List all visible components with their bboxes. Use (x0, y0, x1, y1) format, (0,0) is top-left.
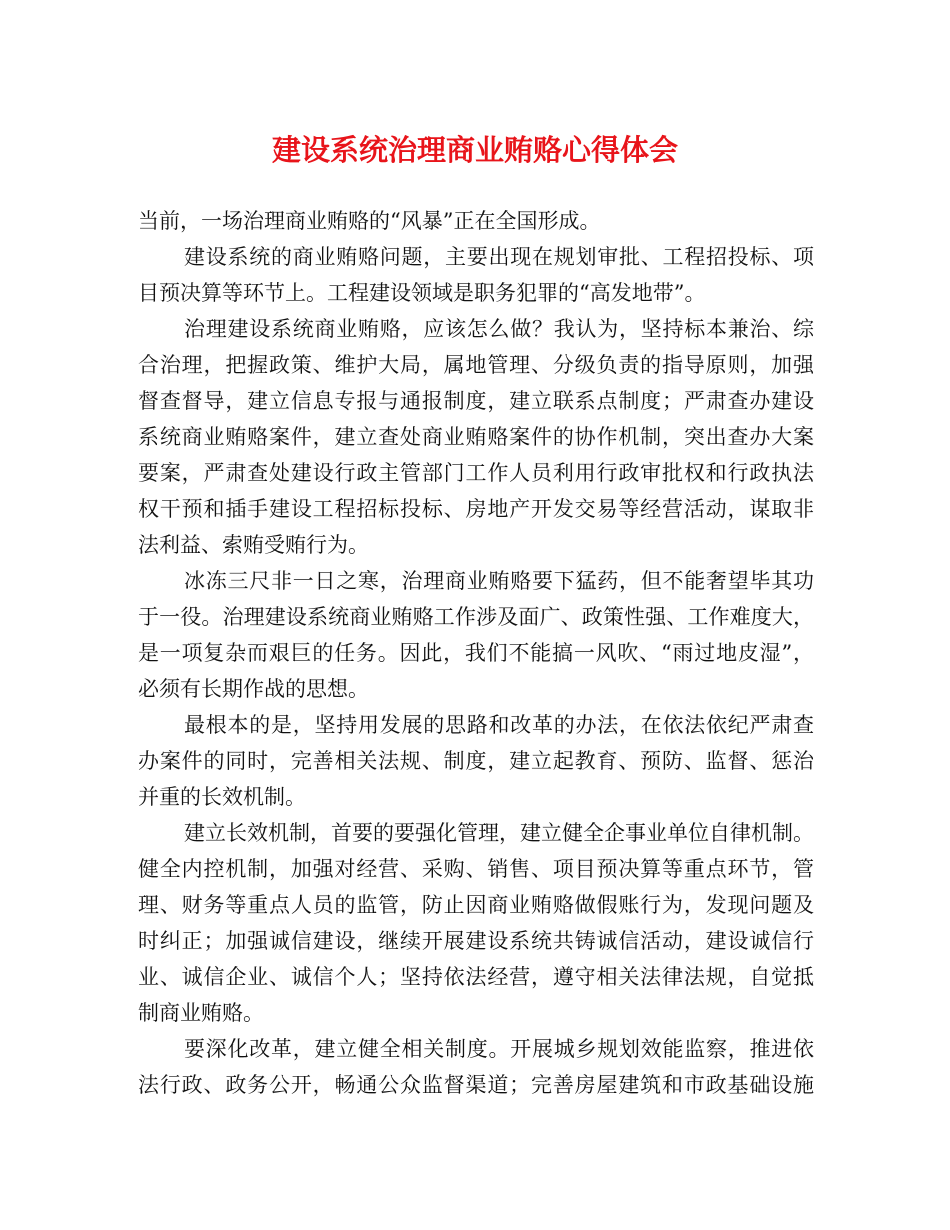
body-text-line: 建立长效机制，首要的要强化管理，建立健全企事业单位自律机制。 (184, 821, 814, 845)
body-text-line: 并重的长效机制。 (138, 785, 306, 809)
body-text-line: 是一项复杂而艰巨的任务。因此，我们不能搞一风吹、“雨过地皮湿”， (138, 641, 814, 665)
body-text-line: 健全内控机制，加强对经营、采购、销售、项目预决算等重点环节，管 (138, 857, 814, 881)
body-text-line: 建设系统的商业贿赂问题，主要出现在规划审批、工程招投标、项 (184, 245, 814, 269)
body-text-line: 必须有长期作战的思想。 (138, 677, 369, 701)
document-body (138, 203, 814, 1103)
body-text-line: 当前，一场治理商业贿赂的“风暴”正在全国形成。 (138, 209, 601, 233)
body-text-line: 系统商业贿赂案件，建立查处商业贿赂案件的协作机制，突出查办大案 (138, 425, 814, 449)
body-text-line: 制商业贿赂。 (138, 1001, 264, 1025)
body-text-line: 时纠正；加强诚信建设，继续开展建设系统共铸诚信活动，建设诚信行 (138, 929, 814, 953)
body-text-line: 治理建设系统商业贿赂，应该怎么做？我认为，坚持标本兼治、综 (184, 317, 814, 341)
body-text-line: 督查督导，建立信息专报与通报制度，建立联系点制度；严肃查办建设 (138, 389, 814, 413)
document-title: 建设系统治理商业贿赂心得体会 (271, 133, 678, 167)
body-text-line: 目预决算等环节上。工程建设领域是职务犯罪的“高发地带”。 (138, 281, 706, 305)
body-text-line: 办案件的同时，完善相关法规、制度，建立起教育、预防、监督、惩治 (138, 749, 814, 773)
body-text-line: 权干预和插手建设工程招标投标、房地产开发交易等经营活动，谋取非 (138, 497, 814, 521)
body-text-line: 冰冻三尺非一日之寒，治理商业贿赂要下猛药，但不能奢望毕其功 (184, 569, 814, 593)
body-text-line: 于一役。治理建设系统商业贿赂工作涉及面广、政策性强、工作难度大， (138, 605, 814, 629)
body-text-line: 法行政、政务公开，畅通公众监督渠道；完善房屋建筑和市政基础设施 (138, 1073, 814, 1097)
body-text-line: 要深化改革，建立健全相关制度。开展城乡规划效能监察，推进依 (184, 1037, 814, 1061)
body-text-line: 最根本的是，坚持用发展的思路和改革的办法，在依法依纪严肃查 (184, 713, 814, 737)
body-text-line: 合治理，把握政策、维护大局，属地管理、分级负责的指导原则，加强 (138, 353, 814, 377)
body-text-line: 业、诚信企业、诚信个人；坚持依法经营，遵守相关法律法规，自觉抵 (138, 965, 814, 989)
body-text-line: 理、财务等重点人员的监管，防止因商业贿赂做假账行为，发现问题及 (138, 893, 814, 917)
body-text-line: 法利益、索贿受贿行为。 (138, 533, 369, 557)
body-text-line: 要案，严肃查处建设行政主管部门工作人员利用行政审批权和行政执法 (138, 461, 814, 485)
